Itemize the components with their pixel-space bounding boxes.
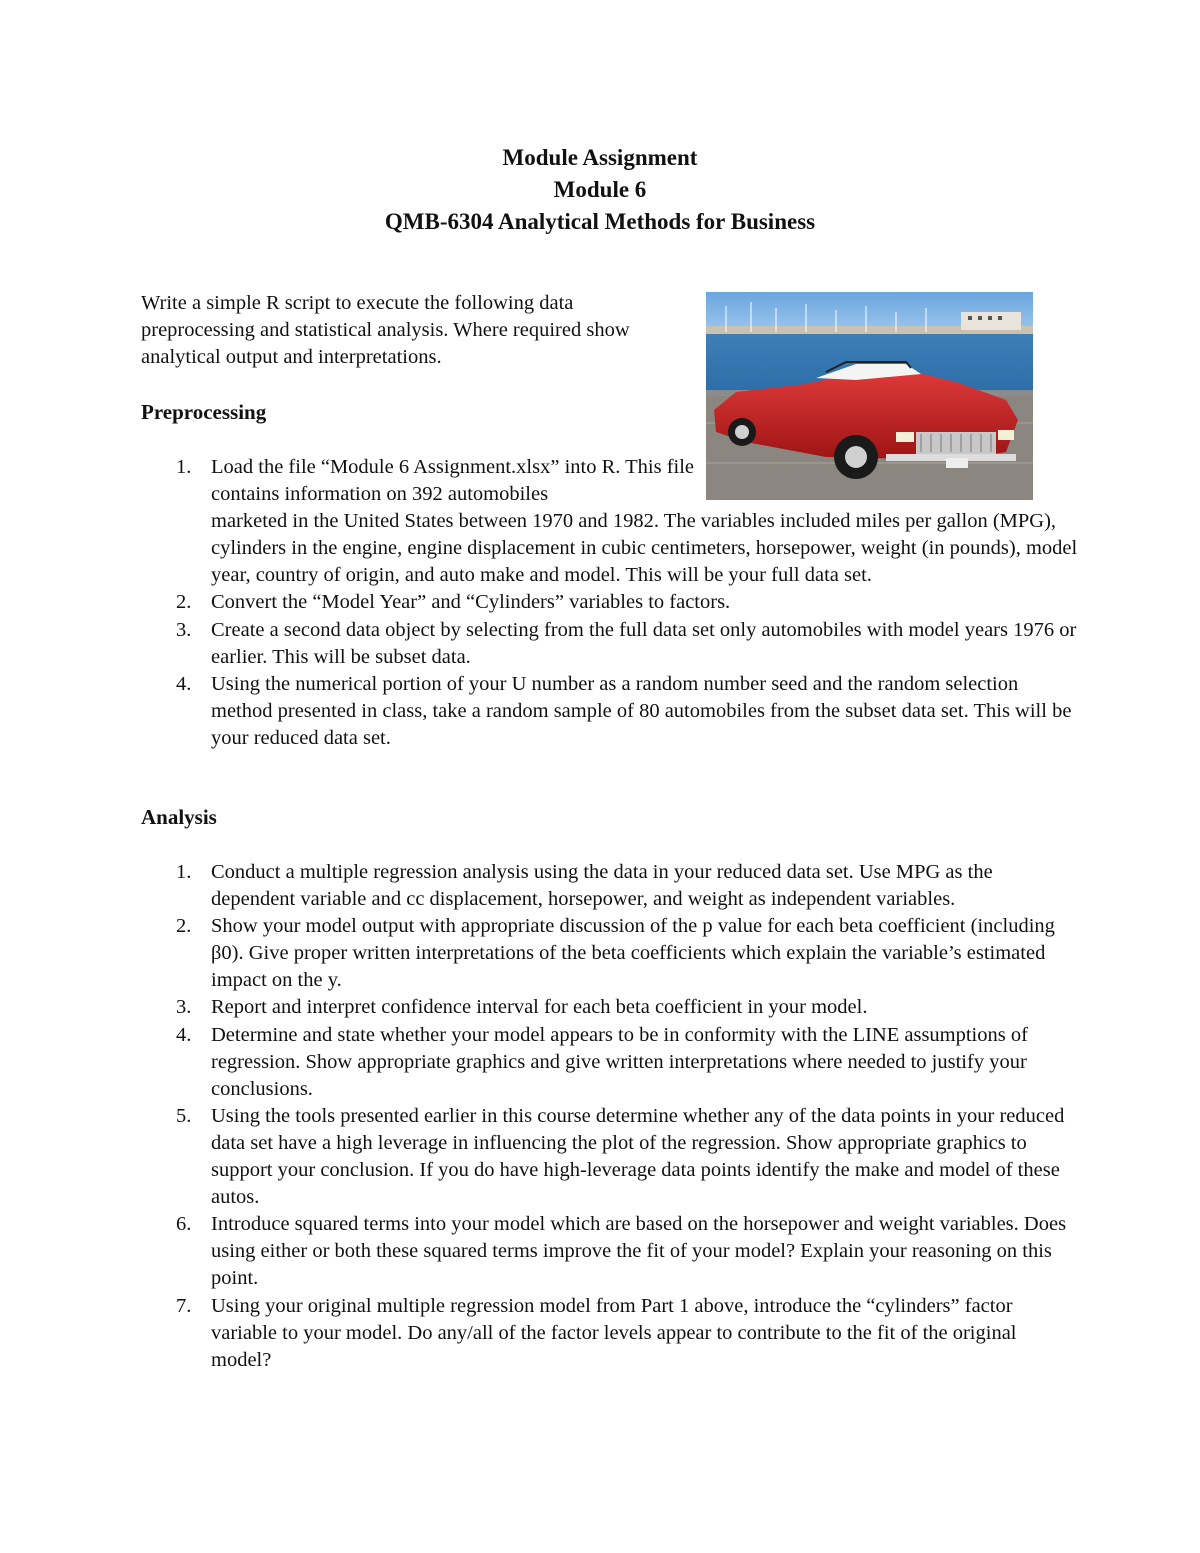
- list-item: [141, 617, 1081, 671]
- list-item: [141, 1293, 1081, 1374]
- list-item: [141, 994, 1081, 1021]
- list-number: 3.: [176, 996, 192, 1019]
- list-item: [141, 913, 1081, 994]
- title-line-3: QMB-6304 Analytical Methods for Business: [384, 209, 816, 234]
- list-number: 1.: [176, 861, 192, 883]
- list-item-text: Determine and state whether your model appears to be in conformity with the LINE assumptions of regression. Show appropriate graphics and give written interpretations where needed to justify your conclusions.: [211, 1023, 1028, 1100]
- list-number: 4.: [176, 1023, 192, 1046]
- list-number: 2.: [176, 915, 192, 938]
- preprocessing-heading: Preprocessing: [141, 400, 267, 424]
- list-item: [141, 589, 1081, 616]
- list-number: 6.: [176, 1213, 192, 1236]
- list-number: 7.: [176, 1294, 192, 1317]
- list-number: 4.: [176, 672, 192, 695]
- preprocessing-list: [141, 454, 1081, 752]
- list-item-text: Conduct a multiple regression analysis using the data in your reduced data set. Use MPG as the dependent variable and cc displacement, horsepower, and weight as independent variables.: [211, 861, 993, 911]
- list-item-text: Report and interpret confidence interval for each beta coefficient in your model.: [211, 996, 868, 1019]
- list-number: 3.: [176, 618, 192, 641]
- list-item-text: Using the tools presented earlier in this course determine whether any of the data points in your reduced data set have a high leverage in influencing the plot of the regression. Show appropriate graphics to support your conclusion. If you do have high-leverage data points identify the make and model of these autos.: [211, 1104, 1065, 1209]
- title-line-1: Module Assignment: [502, 145, 698, 170]
- list-item-text: Show your model output with appropriate discussion of the p value for each beta coefficient (including β0). Give proper written interpretations of the beta coefficients which explain the variable’s estimated impact on the y.: [211, 915, 1055, 992]
- list-item-text: Introduce squared terms into your model which are based on the horsepower and weight variables. Does using either or both these squared terms improve the fit of your model? Explain your reasoning on this point.: [211, 1213, 1067, 1290]
- list-number: 1.: [176, 456, 192, 478]
- list-item: [141, 1211, 1081, 1292]
- list-item: [141, 454, 1081, 589]
- list-item-text-part2: marketed in the United States between 1970 and 1982. The variables included miles per gallon (MPG), cylinders in the engine, engine displacement in cubic centimeters, horsepower, weight (in pounds), model year, country of origin, and auto make and model. This will be your full data set.: [211, 510, 1078, 587]
- list-item: [141, 1022, 1081, 1103]
- list-item: [141, 859, 1081, 913]
- list-item-text: Using your original multiple regression model from Part 1 above, introduce the “cylinders” factor variable to your model. Do any/all of the factor levels appear to contribute to the fit of the original model?: [211, 1294, 1017, 1371]
- analysis-list: [141, 859, 1081, 1374]
- analysis-heading: Analysis: [141, 805, 217, 829]
- list-item-text-part1: Load the file “Module 6 Assignment.xlsx” into R. This file contains information on 392 automobiles: [211, 456, 695, 506]
- document-title-block: [0, 142, 1200, 238]
- list-item: [141, 1103, 1081, 1211]
- title-line-2: Module 6: [553, 177, 647, 202]
- list-item-text: Create a second data object by selecting from the full data set only automobiles with model years 1976 or earlier. This will be subset data.: [211, 618, 1077, 668]
- list-item-text: Convert the “Model Year” and “Cylinders” variables to factors.: [211, 591, 731, 614]
- intro-paragraph: Write a simple R script to execute the following data preprocessing and statistical analysis. Where required show analytical output and interpretations.: [141, 292, 630, 368]
- list-item: [141, 671, 1081, 752]
- list-item-text: Using the numerical portion of your U number as a random number seed and the random selection method presented in class, take a random sample of 80 automobiles from the subset data set. This will be your reduced data set.: [211, 672, 1072, 749]
- list-number: 2.: [176, 591, 192, 614]
- list-number: 5.: [176, 1104, 192, 1127]
